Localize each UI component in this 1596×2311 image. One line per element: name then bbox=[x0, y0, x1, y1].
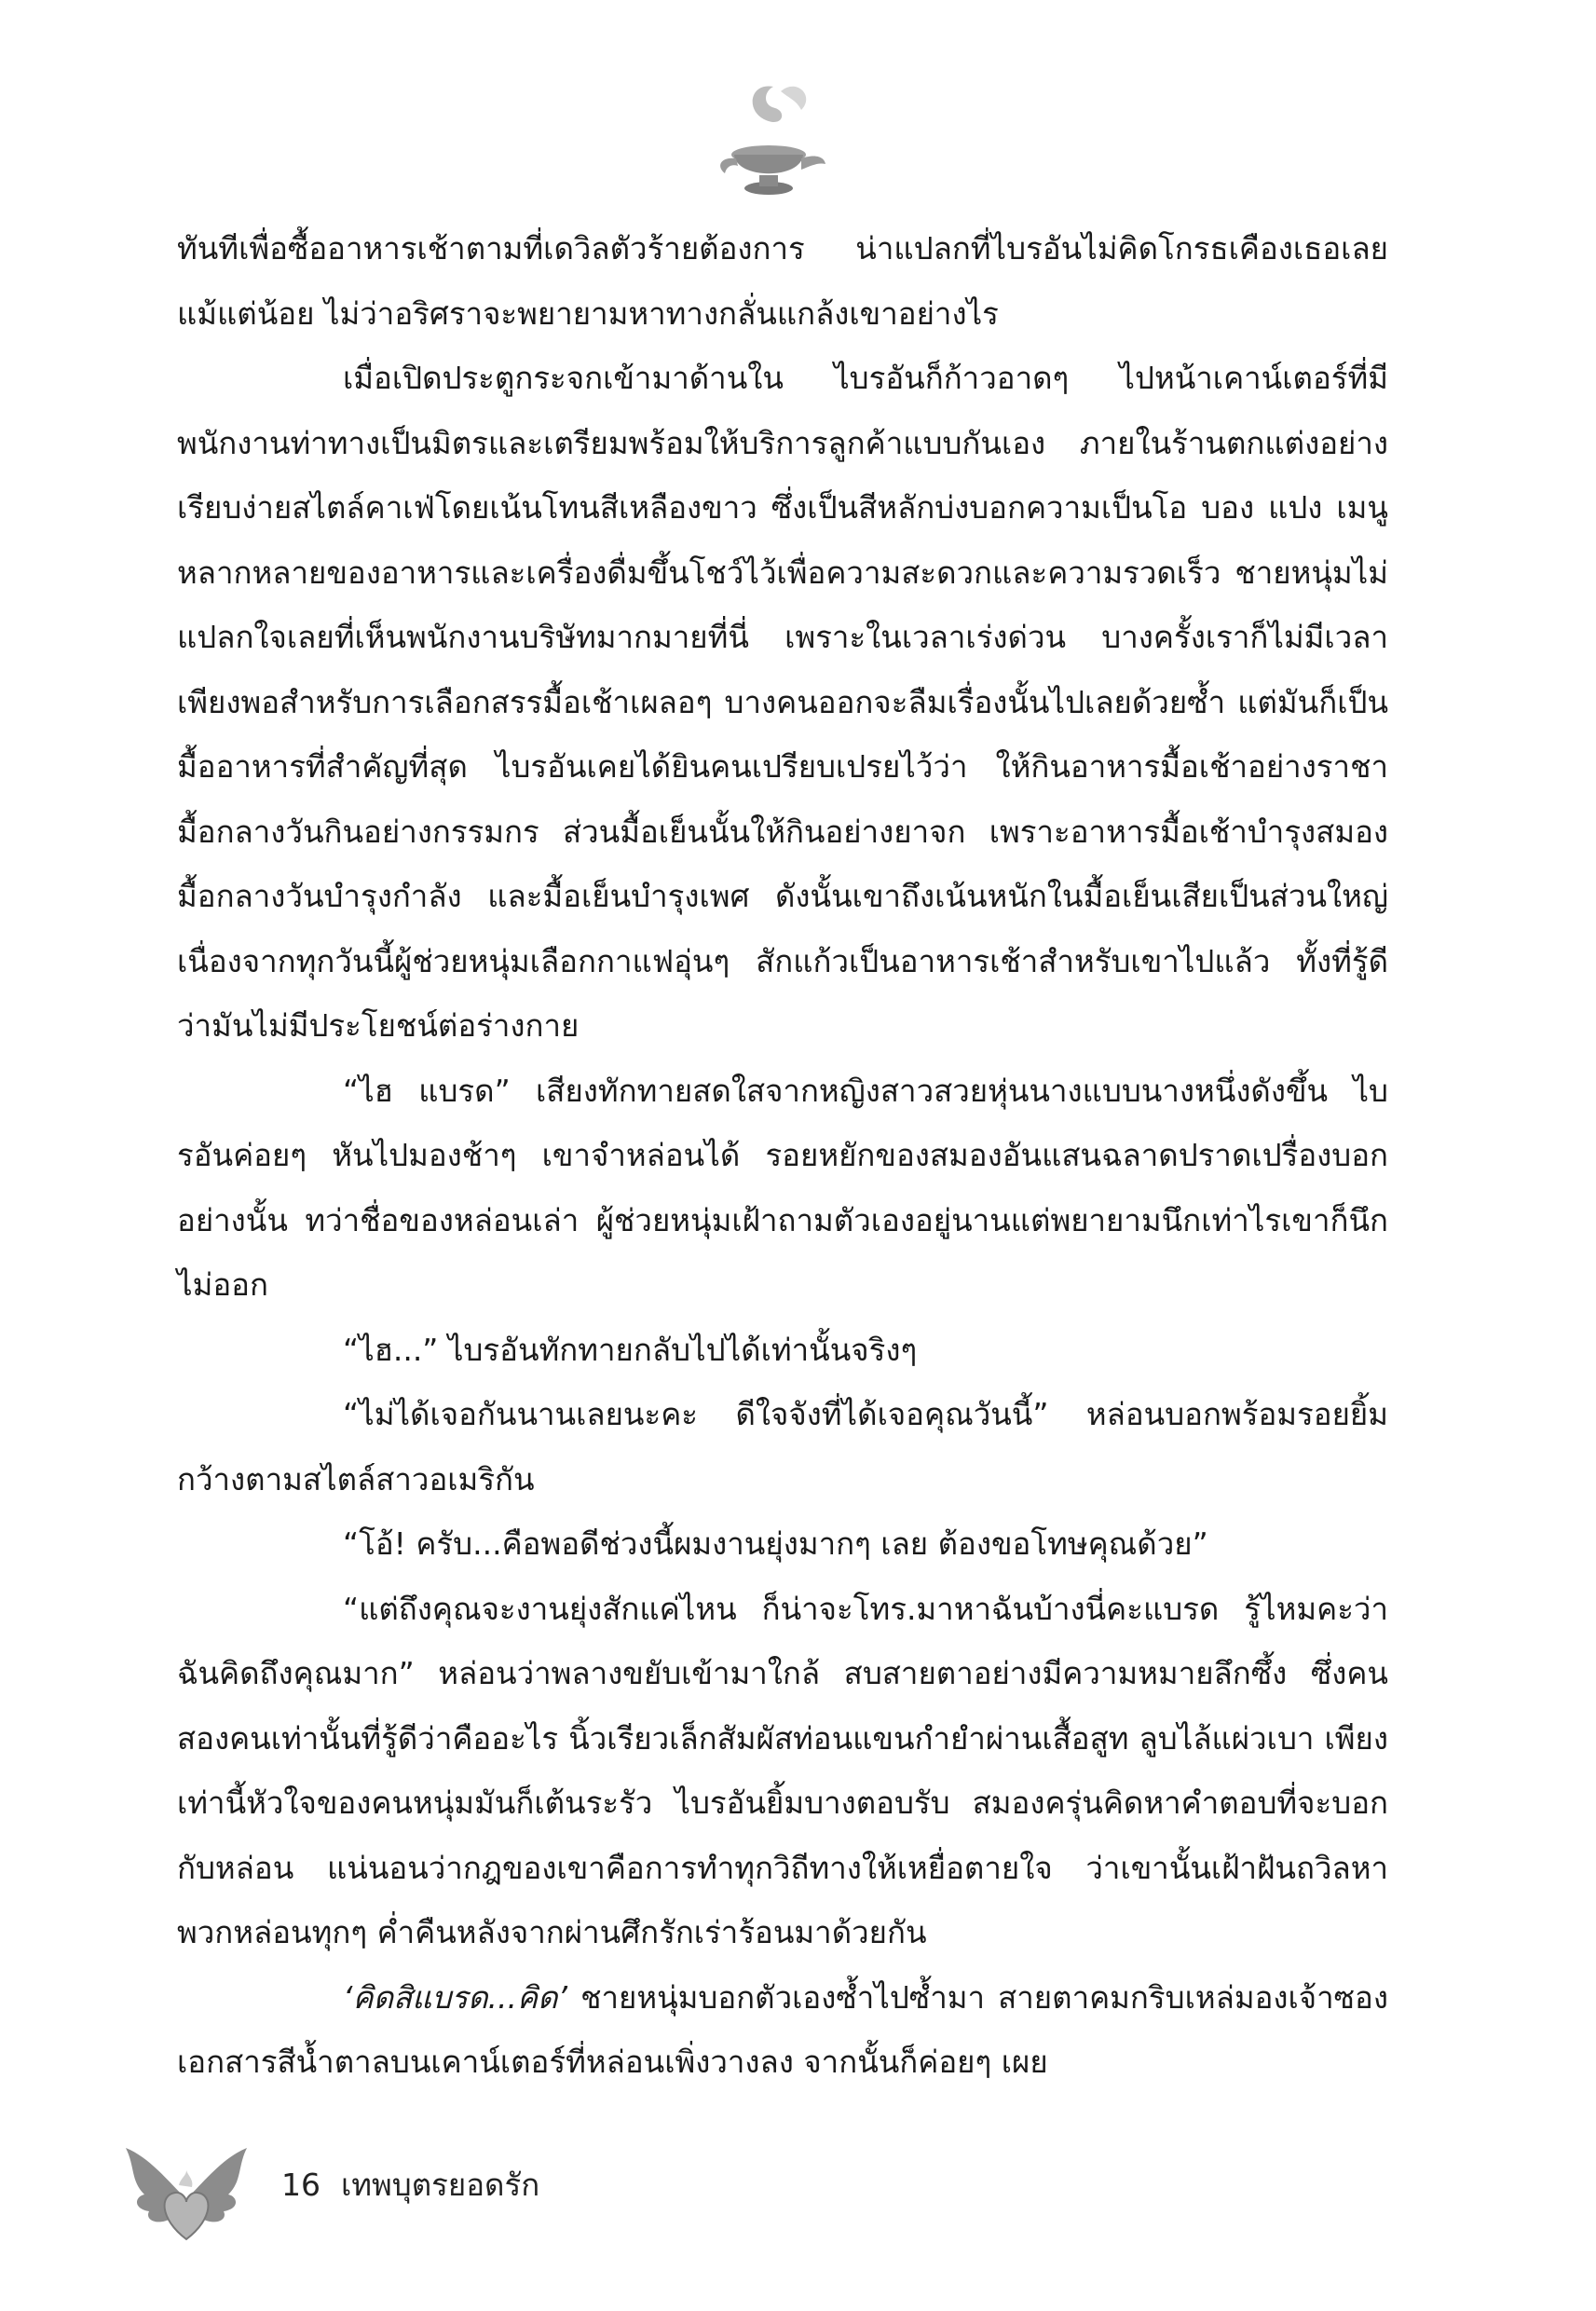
page-number: 16 bbox=[281, 2167, 321, 2203]
paragraph: ทันทีเพื่อซื้ออาหารเช้าตามที่เดวิลตัวร้ายต้องการ น่าแปลกที่ไบรอันไม่คิดโกรธเคืองเธอเลยแม้แต่น้อย ไม่ว่าอริศราจะพยายามหาทางกลั่นแกล้งเขาอย่างไร bbox=[177, 230, 1388, 332]
paragraph: เมื่อเปิดประตูกระจกเข้ามาด้านใน ไบรอันก็ก้าวอาดๆ ไปหน้าเคาน์เตอร์ที่มีพนักงานท่าทางเป็นมิตรและเตรียมพร้อมให้บริการลูกค้าแบบกันเอง ภายในร้านตกแต่งอย่างเรียบง่ายสไตล์คาเฟ่โดยเน้นโทนสีเหลืองขาว ซึ่งเป็นสีหลักบ่งบอกความเป็นโอ บอง แปง เมนูหลากหลายของอาหารและเครื่องดื่มขึ้นโชว์ไว้เพื่อความสะดวกและความรวดเร็ว ชายหนุ่มไม่แปลกใจเลยที่เห็นพนักงานบริษัทมากมายที่นี่ เพราะในเวลาเร่งด่วน บางครั้งเราก็ไม่มีเวลาเพียงพอสำหรับการเลือกสรรมื้อเช้าเผลอๆ บางคนออกจะลืมเรื่องนั้นไปเลยด้วยซ้ำ แต่มันก็เป็นมื้ออาหารที่สำคัญที่สุด ไบรอันเคยได้ยินคนเปรียบเปรยไว้ว่า ให้กินอาหารมื้อเช้าอย่างราชา มื้อกลางวันกินอย่างกรรมกร ส่วนมื้อเย็นนั้นให้กินอย่างยาจก เพราะอาหารมื้อเช้าบำรุงสมอง มื้อกลางวันบำรุงกำลัง และมื้อเย็นบำรุงเพศ ดังนั้นเขาถึงเน้นหนักในมื้อเย็นเสียเป็นส่วนใหญ่ เนื่องจากทุกวันนี้ผู้ช่วยหนุ่มเลือกกาแฟอุ่นๆ สักแก้วเป็นอาหารเช้าสำหรับเขาไปแล้ว ทั้งที่รู้ดีว่ามันไม่มีประโยชน์ต่อร่างกาย bbox=[177, 360, 1388, 1044]
page-footer bbox=[281, 2160, 560, 2209]
paragraph: “ไม่ได้เจอกันนานเลยนะคะ ดีใจจังที่ได้เจอคุณวันนี้” หล่อนบอกพร้อมรอยยิ้มกว้างตามสไตล์สาวอเมริกัน bbox=[177, 1396, 1388, 1497]
paragraph-continuation: ชายหนุ่มบอกตัวเองซ้ำไปซ้ำมา สายตาคมกริบเหล่มองเจ้าซองเอกสารสีน้ำตาลบนเคาน์เตอร์ที่หล่อนเพิ่งวางลง จากนั้นก็ค่อยๆ เผย bbox=[177, 1978, 1388, 2080]
paragraph: “ไฮ แบรด” เสียงทักทายสดใสจากหญิงสาวสวยหุ่นนางแบบนางหนึ่งดังขึ้น ไบรอันค่อยๆ หันไปมองช้าๆ เขาจำหล่อนได้ รอยหยักของสมองอันแสนฉลาดปราดเปรื่องบอกอย่างนั้น ทว่าชื่อของหล่อนเล่า ผู้ช่วยหนุ่มเฝ้าถามตัวเองอยู่นานแต่พยายามนึกเท่าไรเขาก็นึกไม่ออก bbox=[177, 1072, 1388, 1303]
paragraph-last bbox=[177, 1965, 1388, 2095]
paragraph: “โอ้! ครับ...คือพอดีช่วงนี้ผมงานยุ่งมากๆ เลย ต้องขอโทษคุณด้วย” bbox=[343, 1525, 1208, 1562]
body-text bbox=[177, 216, 1388, 2095]
book-title: เทพบุตรยอดรัก bbox=[341, 2167, 540, 2203]
inner-thought: ‘คิดสิแบรด...คิด’ bbox=[343, 1978, 567, 2016]
paragraph: “ไฮ...” ไบรอันทักทายกลับไปได้เท่านั้นจริงๆ bbox=[343, 1331, 918, 1368]
winged-heart-icon bbox=[121, 2129, 252, 2250]
paragraph: “แต่ถึงคุณจะงานยุ่งสักแค่ไหน ก็น่าจะโทร.มาหาฉันบ้างนี่คะแบรด รู้ไหมคะว่าฉันคิดถึงคุณมาก” หล่อนว่าพลางขยับเข้ามาใกล้ สบสายตาอย่างมีความหมายลึกซึ้ง ซึ่งคนสองคนเท่านั้นที่รู้ดีว่าคืออะไร นิ้วเรียวเล็กสัมผัสท่อนแขนกำยำผ่านเสื้อสูท ลูบไล้แผ่วเบา เพียงเท่านี้หัวใจของคนหนุ่มมันก็เต้นระรัว ไบรอันยิ้มบางตอบรับ สมองครุ่นคิดหาคำตอบที่จะบอกกับหล่อน แน่นอนว่ากฎของเขาคือการทำทุกวิถีทางให้เหยื่อตายใจ ว่าเขานั้นเฝ้าฝันถวิลหาพวกหล่อนทุกๆ ค่ำคืนหลังจากผ่านศึกรักเร่าร้อนมาด้วยกัน bbox=[177, 1590, 1388, 1950]
genie-lamp-icon bbox=[708, 73, 829, 212]
